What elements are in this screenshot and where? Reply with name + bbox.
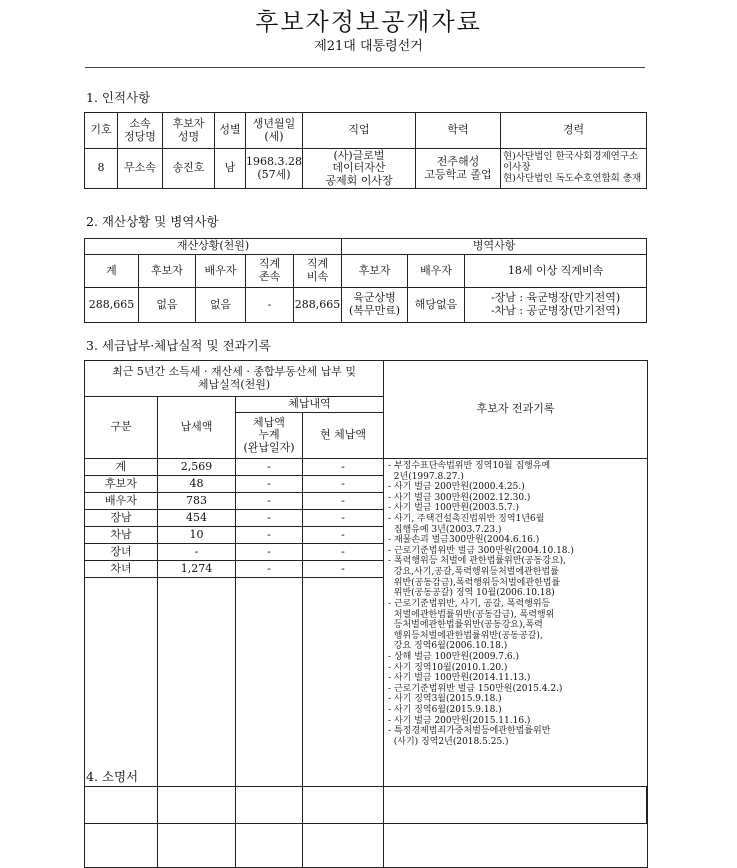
tax-header-text: 최근 5년간 소득세 · 재산세 · 종합부동산세 납부 및 체납실적(천원) xyxy=(112,364,356,391)
prop-col-total xyxy=(85,255,139,288)
criminal-record-line: - 폭력행위등 처벌에 관한법률위반(공동강요), xyxy=(388,556,567,567)
property-header: 재산상황(천원) xyxy=(85,239,342,255)
col-name-label: 후보자 성명 xyxy=(172,116,205,143)
criminal-record-line: 행위등처벌에관한법률위반(공동공갈), xyxy=(388,630,543,641)
mil-descendants-text: -장남 : 육군병장(만기전역) -차남 : 공군병장(만기전역) xyxy=(490,291,621,317)
tax-row-label: 장남 xyxy=(85,510,158,527)
mil-descendants xyxy=(465,288,647,323)
section1-heading: 1. 인적사항 xyxy=(86,90,151,105)
tax-row-paid: - xyxy=(158,544,236,561)
criminal-record-line: (사기) 징역2년(2018.5.25.) xyxy=(388,736,509,747)
tax-row-current: - xyxy=(303,544,384,561)
col-birth-label: 생년월일 (세) xyxy=(252,116,296,143)
criminal-record-line: - 부정수표단속법위반 징역10월 집행유예 xyxy=(388,461,551,471)
criminal-record-line: - 재물손괴 벌금300만원(2004.6.16.) xyxy=(388,535,540,546)
col-party xyxy=(118,113,163,149)
criminal-record-line: 강요 징역6월(2006.10.18.) xyxy=(388,641,508,652)
section3-heading: 3. 세금납부·체납실적 및 전과기록 xyxy=(86,338,271,353)
candidate-birth xyxy=(246,149,303,189)
criminal-record-line: 위반(공동감금),폭력행위등처벌에관한법률 xyxy=(388,577,561,588)
page-title: 후보자정보공개자료 xyxy=(255,8,482,36)
col-education-label: 학력 xyxy=(447,123,469,137)
col-job-label: 직업 xyxy=(348,123,370,137)
prop-col-spouse xyxy=(196,255,246,288)
mil-col-descendants xyxy=(465,255,647,288)
candidate-number: 8 xyxy=(85,149,118,189)
prop-total: 288,665 xyxy=(85,288,139,323)
criminal-record-line: - 사기 징역6월(2015.9.18.) xyxy=(388,705,502,716)
title-divider xyxy=(85,67,645,68)
mil-col-candidate xyxy=(342,255,408,288)
candidate-birth-text: 1968.3.28 (57세) xyxy=(246,154,302,181)
tax-header xyxy=(85,361,384,397)
criminal-record-line: - 상해 벌금 100만원(2009.7.6.) xyxy=(388,651,519,662)
tax-row-current: - xyxy=(303,561,384,578)
tax-row-label: 차남 xyxy=(85,527,158,544)
criminal-record-line: - 사기 벌금 200만원(2015.11.16.) xyxy=(388,715,531,726)
criminal-record-line: - 사기 징역10월(2010.1.20.) xyxy=(388,662,508,673)
tax-row-current: - xyxy=(303,493,384,510)
candidate-name: 송진호 xyxy=(163,149,215,189)
prop-candidate: 없음 xyxy=(139,288,196,323)
col-job xyxy=(303,113,416,149)
mil-col-descendants-label: 18세 이상 직계비속 xyxy=(507,263,604,277)
mil-spouse-text: 해당없음 xyxy=(414,297,458,311)
tax-row-current: - xyxy=(303,459,384,476)
mil-spouse xyxy=(408,288,465,323)
tax-row-label: 계 xyxy=(85,459,158,476)
statement-box xyxy=(84,786,647,824)
candidate-career xyxy=(501,149,647,189)
tax-row-current: - xyxy=(303,527,384,544)
criminal-record-line: - 사기, 주택건설촉진법위반 징역1년6월 xyxy=(388,514,545,525)
col-name xyxy=(163,113,215,149)
col-number xyxy=(85,113,118,149)
col-education xyxy=(416,113,501,149)
tax-col-arrears-total-label: 체납액 누계 (완납일자) xyxy=(243,415,295,454)
criminal-record-line: 처벌에관한법률위반(공동감금), 폭력행위 xyxy=(388,609,555,620)
tax-col-arrears: 체납내역 xyxy=(236,397,384,413)
criminal-record-line: - 사기 징역3월(2015.9.18.) xyxy=(388,694,502,705)
prop-col-total-label: 계 xyxy=(106,263,117,277)
candidate-job xyxy=(303,149,416,189)
col-gender xyxy=(215,113,246,149)
mil-candidate xyxy=(342,288,408,323)
tax-row-total: - xyxy=(236,476,303,493)
tax-col-category: 구분 xyxy=(85,397,158,459)
criminal-record-line: - 사기 벌금 100만원(2003.5.7.) xyxy=(388,503,519,514)
tax-row-total: - xyxy=(236,459,303,476)
tax-col-arrears-current: 현 체납액 xyxy=(303,413,384,459)
tax-row-total: - xyxy=(236,527,303,544)
prop-col-descendant-label: 직계 비속 xyxy=(306,257,329,283)
tax-row-paid: 783 xyxy=(158,493,236,510)
criminal-record-line: 강요,사기,공갈,폭력행위등처벌에관한법률 xyxy=(388,567,559,578)
tax-row-paid: 2,569 xyxy=(158,459,236,476)
prop-col-descendant xyxy=(294,255,342,288)
col-career-label: 경력 xyxy=(562,123,585,137)
tax-row-current: - xyxy=(303,476,384,493)
section2-heading: 2. 재산상황 및 병역사항 xyxy=(86,214,219,229)
col-party-label: 소속 정당명 xyxy=(124,116,156,143)
tax-row-current: - xyxy=(303,510,384,527)
criminal-record-line: 집행유예 3년(2003.7.23.) xyxy=(388,524,502,535)
criminal-header: 후보자 전과기록 xyxy=(384,361,648,459)
property-military-table xyxy=(84,238,647,323)
mil-col-spouse xyxy=(408,255,465,288)
tax-row-label: 후보자 xyxy=(85,476,158,493)
page-subtitle: 제21대 대통령선거 xyxy=(314,39,423,54)
tax-empty-cell xyxy=(85,578,158,868)
col-number-label: 기호 xyxy=(90,123,112,137)
prop-spouse: 없음 xyxy=(196,288,246,323)
tax-row-paid: 454 xyxy=(158,510,236,527)
mil-col-candidate-label: 후보자 xyxy=(358,263,391,277)
tax-row-label: 장녀 xyxy=(85,544,158,561)
criminal-record-line: - 특정경제범죄가중처벌등에관한법률위반 xyxy=(388,726,551,737)
military-header: 병역사항 xyxy=(342,239,647,255)
tax-row-paid: 1,274 xyxy=(158,561,236,578)
col-gender-label: 성별 xyxy=(219,123,241,137)
prop-col-ascendant-label: 직계 존속 xyxy=(258,257,281,283)
candidate-education xyxy=(416,149,501,189)
criminal-record-line: - 사기 벌금 300만원(2002.12.30.) xyxy=(388,492,531,503)
mil-col-spouse-label: 배우자 xyxy=(420,263,452,277)
candidate-party: 무소속 xyxy=(118,149,163,189)
tax-row-total: - xyxy=(236,510,303,527)
tax-row-label: 배우자 xyxy=(85,493,158,510)
mil-candidate-text: 육군상병 (복무만료) xyxy=(349,291,401,317)
tax-empty-cell xyxy=(236,578,303,868)
criminal-record-line: - 사기 벌금 200만원(2000.4.25.) xyxy=(388,482,525,493)
criminal-record-list xyxy=(388,461,645,747)
criminal-record-line: - 근로기준법위반 벌금 150만원(2015.4.2.) xyxy=(388,683,563,694)
criminal-record-line: 2년(1997.8.27.) xyxy=(388,471,464,482)
tax-row-paid: 10 xyxy=(158,527,236,544)
candidate-job-text: (사)글로벌 데이터자산 공제회 이사장 xyxy=(325,148,393,187)
prop-descendant: 288,665 xyxy=(294,288,342,323)
criminal-record-line: - 사기 벌금 100만원(2014.11.13.) xyxy=(388,673,531,684)
prop-col-ascendant xyxy=(246,255,294,288)
tax-row-total: - xyxy=(236,544,303,561)
prop-col-candidate-label: 후보자 xyxy=(151,263,183,277)
tax-row-paid: 48 xyxy=(158,476,236,493)
tax-col-paid: 납세액 xyxy=(158,397,236,459)
col-career xyxy=(501,113,647,149)
candidate-education-text: 전주해성 고등학교 졸업 xyxy=(424,154,492,181)
criminal-record-line: 위반(공동공갈) 징역 10월(2006.10.18) xyxy=(388,588,555,599)
prop-ascendant: - xyxy=(246,288,294,323)
tax-empty-cell xyxy=(158,578,236,868)
tax-row-total: - xyxy=(236,493,303,510)
tax-col-arrears-total xyxy=(236,413,303,459)
candidate-gender: 남 xyxy=(215,149,246,189)
tax-row-label: 차녀 xyxy=(85,561,158,578)
criminal-record-line: - 근로기준법위반 벌금 300만원(2004.10.18.) xyxy=(388,545,574,556)
candidate-career-text: 현)사단법인 한국사회경제연구소이사장 현)사단법인 독도수호연합회 총재 xyxy=(503,151,642,184)
prop-col-spouse-label: 배우자 xyxy=(204,263,237,277)
personal-info-table xyxy=(84,112,647,189)
tax-row-total: - xyxy=(236,561,303,578)
criminal-record-line: - 근로기준법위반, 사기, 공갈, 폭력행위등 xyxy=(388,598,551,609)
prop-col-candidate xyxy=(139,255,196,288)
section4-heading: 4. 소명서 xyxy=(86,769,139,784)
col-birth xyxy=(246,113,303,149)
criminal-record-line: 등처벌에관한법률위반(공동강요),폭력 xyxy=(388,620,543,631)
tax-empty-cell xyxy=(303,578,384,868)
